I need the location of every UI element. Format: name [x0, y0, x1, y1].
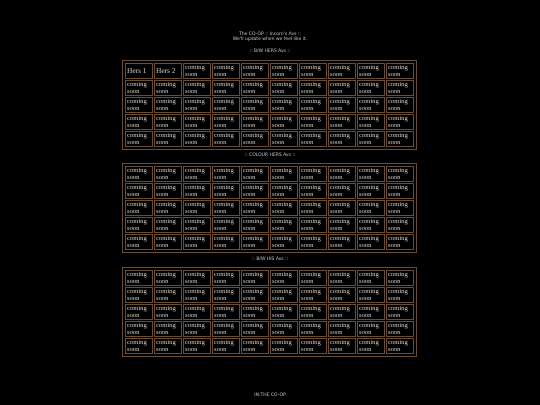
avatar-cell[interactable]: coming soon — [299, 80, 327, 96]
avatar-cell[interactable]: coming soon — [154, 217, 182, 233]
avatar-cell[interactable]: coming soon — [386, 80, 414, 96]
avatar-cell[interactable]: coming soon — [183, 234, 211, 250]
table-row — [125, 166, 414, 182]
avatar-cell[interactable]: coming soon — [299, 131, 327, 147]
avatar-cell[interactable]: coming soon — [270, 166, 298, 182]
avatar-cell[interactable]: coming soon — [183, 80, 211, 96]
avatar-cell[interactable]: coming soon — [299, 287, 327, 303]
table-row — [125, 217, 414, 233]
avatar-cell[interactable]: coming soon — [270, 114, 298, 130]
avatar-cell[interactable]: coming soon — [270, 217, 298, 233]
section-title-colour-hers: :: COLOUR HERS Avs :: — [244, 153, 296, 158]
avatar-cell[interactable]: coming soon — [183, 287, 211, 303]
avatar-cell[interactable]: coming soon — [386, 166, 414, 182]
avatar-cell[interactable]: coming soon — [270, 183, 298, 199]
avatar-cell[interactable]: coming soon — [299, 304, 327, 320]
avatar-cell[interactable]: coming soon — [241, 287, 269, 303]
avatar-grid-bw-hers — [122, 60, 417, 150]
avatar-cell[interactable]: coming soon — [386, 217, 414, 233]
avatar-cell[interactable]: coming soon — [357, 97, 385, 113]
avatar-cell[interactable]: coming soon — [357, 131, 385, 147]
table-row — [125, 80, 414, 96]
avatar-cell[interactable]: coming soon — [357, 63, 385, 79]
avatar-cell[interactable]: coming soon — [386, 234, 414, 250]
section-title-bw-his: :: B/W HIS Avs :: — [251, 257, 289, 262]
avatar-cell[interactable]: coming soon — [357, 338, 385, 354]
avatar-cell[interactable]: coming soon — [125, 217, 153, 233]
avatar-cell[interactable]: coming soon — [154, 114, 182, 130]
avatar-cell[interactable]: coming soon — [183, 183, 211, 199]
avatar-cell[interactable]: coming soon — [241, 166, 269, 182]
avatar-cell[interactable]: coming soon — [328, 114, 356, 130]
avatar-cell[interactable]: coming soon — [270, 234, 298, 250]
avatar-cell[interactable]: coming soon — [154, 166, 182, 182]
avatar-cell[interactable]: coming soon — [125, 200, 153, 216]
avatar-cell[interactable]: coming soon — [328, 270, 356, 286]
avatar-cell[interactable]: coming soon — [299, 200, 327, 216]
avatar-cell[interactable]: coming soon — [212, 97, 240, 113]
avatar-cell[interactable]: coming soon — [386, 97, 414, 113]
avatar-cell[interactable]: coming soon — [357, 304, 385, 320]
avatar-cell[interactable]: coming soon — [212, 166, 240, 182]
avatar-cell[interactable]: coming soon — [125, 114, 153, 130]
avatar-cell[interactable]: coming soon — [183, 217, 211, 233]
avatar-cell[interactable]: coming soon — [357, 217, 385, 233]
avatar-cell[interactable]: coming soon — [125, 304, 153, 320]
avatar-cell[interactable]: Hers 1 — [125, 63, 153, 79]
table-row — [125, 114, 414, 130]
avatar-cell[interactable]: coming soon — [241, 270, 269, 286]
avatar-cell[interactable]: coming soon — [183, 114, 211, 130]
avatar-grid-body — [125, 166, 414, 250]
avatar-cell[interactable]: coming soon — [125, 97, 153, 113]
avatar-cell[interactable]: coming soon — [386, 287, 414, 303]
avatar-cell[interactable]: coming soon — [212, 131, 240, 147]
avatar-grid-bw-his — [122, 267, 417, 357]
avatar-grid-body — [125, 63, 414, 147]
avatar-cell[interactable]: coming soon — [386, 338, 414, 354]
avatar-cell[interactable]: coming soon — [212, 63, 240, 79]
avatar-grid-colour-hers — [122, 163, 417, 253]
avatar-cell[interactable]: coming soon — [183, 63, 211, 79]
avatar-cell[interactable]: coming soon — [328, 63, 356, 79]
avatar-cell[interactable]: coming soon — [328, 131, 356, 147]
avatar-cell[interactable]: coming soon — [357, 287, 385, 303]
section-title-bw-hers: :: B/W HERS Avs :: — [249, 49, 291, 54]
table-row — [125, 131, 414, 147]
table-row — [125, 200, 414, 216]
avatar-cell[interactable]: coming soon — [125, 321, 153, 337]
avatar-cell[interactable]: coming soon — [183, 97, 211, 113]
avatar-cell[interactable]: coming soon — [154, 234, 182, 250]
avatar-cell[interactable]: coming soon — [299, 321, 327, 337]
avatar-cell[interactable]: coming soon — [154, 131, 182, 147]
avatar-cell[interactable]: coming soon — [270, 338, 298, 354]
avatar-cell[interactable]: coming soon — [270, 97, 298, 113]
avatar-cell[interactable]: coming soon — [125, 80, 153, 96]
page-footer: IN:THE CO-OP — [254, 393, 286, 398]
table-row — [125, 270, 414, 286]
avatar-cell[interactable]: coming soon — [183, 321, 211, 337]
avatar-cell[interactable]: coming soon — [386, 304, 414, 320]
table-row — [125, 183, 414, 199]
avatar-cell[interactable]: coming soon — [241, 131, 269, 147]
page-header — [0, 32, 540, 42]
avatar-cell[interactable]: coming soon — [386, 183, 414, 199]
avatar-cell[interactable]: coming soon — [386, 270, 414, 286]
avatar-cell[interactable]: coming soon — [183, 200, 211, 216]
avatar-cell[interactable]: coming soon — [270, 287, 298, 303]
avatar-cell[interactable]: coming soon — [212, 321, 240, 337]
avatar-cell[interactable]: coming soon — [328, 97, 356, 113]
avatar-cell[interactable]: coming soon — [241, 183, 269, 199]
avatar-cell[interactable]: coming soon — [241, 338, 269, 354]
avatar-cell[interactable]: coming soon — [299, 63, 327, 79]
avatar-cell[interactable]: coming soon — [299, 166, 327, 182]
avatar-cell[interactable]: coming soon — [125, 287, 153, 303]
header-subtitle: We'll update when we feel like it. — [232, 37, 308, 42]
avatar-cell[interactable]: coming soon — [328, 287, 356, 303]
avatar-cell[interactable]: coming soon — [241, 304, 269, 320]
avatar-cell[interactable]: coming soon — [241, 234, 269, 250]
avatar-cell[interactable]: coming soon — [328, 234, 356, 250]
avatar-cell[interactable]: coming soon — [386, 131, 414, 147]
avatar-cell[interactable]: coming soon — [357, 114, 385, 130]
avatar-cell[interactable]: coming soon — [241, 217, 269, 233]
avatar-cell[interactable]: coming soon — [299, 338, 327, 354]
avatar-cell[interactable]: coming soon — [183, 270, 211, 286]
avatar-cell[interactable]: coming soon — [241, 80, 269, 96]
avatar-cell[interactable]: coming soon — [125, 234, 153, 250]
avatar-cell[interactable]: coming soon — [241, 63, 269, 79]
avatar-grid-body — [125, 270, 414, 354]
avatar-cell[interactable]: coming soon — [212, 183, 240, 199]
avatar-cell[interactable]: coming soon — [328, 321, 356, 337]
avatar-cell[interactable]: coming soon — [183, 166, 211, 182]
avatar-cell[interactable]: coming soon — [212, 200, 240, 216]
header-title: The CO-OP :: Incorn's Avs :: — [239, 32, 301, 37]
avatar-cell[interactable]: coming soon — [270, 200, 298, 216]
avatar-cell[interactable]: coming soon — [386, 200, 414, 216]
avatar-cell[interactable]: coming soon — [125, 338, 153, 354]
table-row — [125, 63, 414, 79]
avatar-cell[interactable]: coming soon — [328, 183, 356, 199]
avatar-cell[interactable]: coming soon — [357, 166, 385, 182]
avatar-cell[interactable]: coming soon — [386, 114, 414, 130]
avatar-cell[interactable]: coming soon — [299, 183, 327, 199]
avatar-cell[interactable]: coming soon — [270, 321, 298, 337]
avatar-cell[interactable]: coming soon — [212, 304, 240, 320]
avatar-cell[interactable]: coming soon — [328, 200, 356, 216]
avatar-cell[interactable]: coming soon — [241, 114, 269, 130]
avatar-cell[interactable]: coming soon — [299, 97, 327, 113]
avatar-cell[interactable]: coming soon — [328, 80, 356, 96]
avatar-cell[interactable]: coming soon — [154, 97, 182, 113]
avatar-cell[interactable]: coming soon — [212, 234, 240, 250]
avatar-cell[interactable]: coming soon — [270, 80, 298, 96]
avatar-cell[interactable]: coming soon — [212, 217, 240, 233]
avatar-cell[interactable]: coming soon — [183, 304, 211, 320]
avatar-cell[interactable]: coming soon — [125, 183, 153, 199]
avatar-cell[interactable]: coming soon — [154, 287, 182, 303]
avatar-cell[interactable]: coming soon — [154, 321, 182, 337]
avatar-cell[interactable]: coming soon — [357, 80, 385, 96]
avatar-cell[interactable]: coming soon — [154, 200, 182, 216]
avatar-cell[interactable]: coming soon — [241, 200, 269, 216]
avatar-cell[interactable]: coming soon — [328, 304, 356, 320]
avatar-cell[interactable]: coming soon — [328, 217, 356, 233]
table-row — [125, 97, 414, 113]
avatar-cell[interactable]: coming soon — [154, 183, 182, 199]
avatar-cell[interactable]: coming soon — [357, 321, 385, 337]
avatar-cell[interactable]: coming soon — [328, 338, 356, 354]
avatar-cell[interactable]: coming soon — [299, 234, 327, 250]
avatar-cell[interactable]: coming soon — [328, 166, 356, 182]
avatar-cell[interactable]: coming soon — [183, 338, 211, 354]
avatar-cell[interactable]: coming soon — [270, 270, 298, 286]
avatar-cell[interactable]: coming soon — [154, 338, 182, 354]
avatar-cell[interactable]: coming soon — [357, 183, 385, 199]
avatar-cell[interactable]: coming soon — [212, 287, 240, 303]
avatar-cell[interactable]: coming soon — [212, 114, 240, 130]
table-row — [125, 304, 414, 320]
avatar-cell[interactable]: coming soon — [299, 270, 327, 286]
avatar-cell[interactable]: coming soon — [357, 234, 385, 250]
avatar-cell[interactable]: coming soon — [212, 338, 240, 354]
avatar-cell[interactable]: coming soon — [299, 114, 327, 130]
avatar-cell[interactable]: Hers 2 — [154, 63, 182, 79]
avatar-cell[interactable]: coming soon — [125, 166, 153, 182]
avatar-cell[interactable]: coming soon — [386, 63, 414, 79]
avatar-cell[interactable]: coming soon — [299, 217, 327, 233]
avatar-cell[interactable]: coming soon — [154, 80, 182, 96]
avatar-cell[interactable]: coming soon — [386, 321, 414, 337]
avatar-cell[interactable]: coming soon — [154, 304, 182, 320]
avatar-cell[interactable]: coming soon — [357, 200, 385, 216]
avatar-cell[interactable]: coming soon — [270, 63, 298, 79]
table-row — [125, 287, 414, 303]
table-row — [125, 338, 414, 354]
avatar-cell[interactable]: coming soon — [270, 304, 298, 320]
avatar-cell[interactable]: coming soon — [125, 131, 153, 147]
avatar-cell[interactable]: coming soon — [241, 321, 269, 337]
avatar-cell[interactable]: coming soon — [212, 80, 240, 96]
avatar-cell[interactable]: coming soon — [125, 270, 153, 286]
avatar-cell[interactable]: coming soon — [183, 131, 211, 147]
avatar-cell[interactable]: coming soon — [270, 131, 298, 147]
table-row — [125, 321, 414, 337]
avatar-cell[interactable]: coming soon — [212, 270, 240, 286]
avatar-cell[interactable]: coming soon — [241, 97, 269, 113]
avatar-cell[interactable]: coming soon — [357, 270, 385, 286]
table-row — [125, 234, 414, 250]
avatar-cell[interactable]: coming soon — [154, 270, 182, 286]
